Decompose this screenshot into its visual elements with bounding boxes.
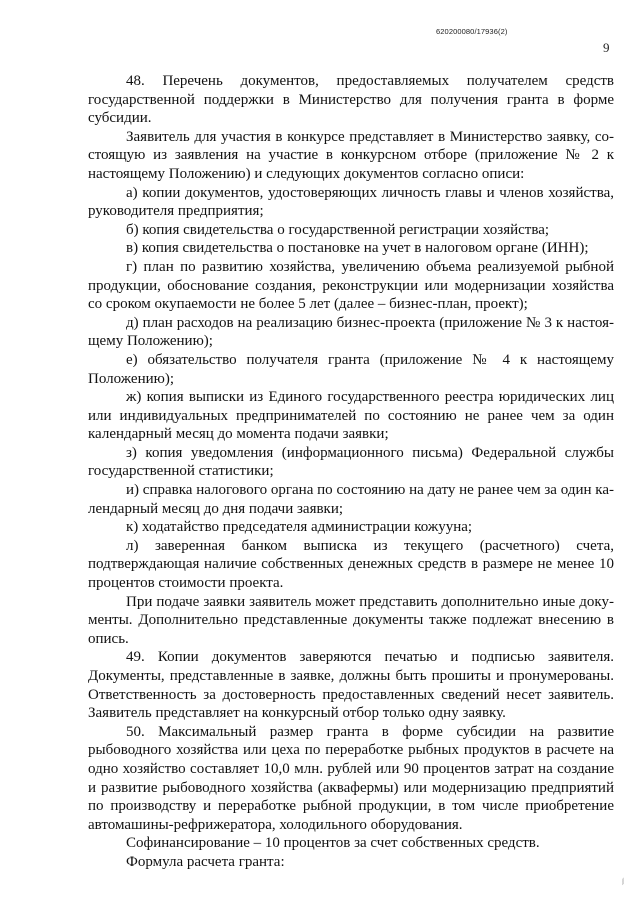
paragraph-cofinancing: Софинансирование – 10 процентов за счет собственных средств.: [126, 835, 540, 852]
paragraph-application: Заявитель для участия в конкурсе представляет в Министерство заявку, состоящую из заявления на участие в конкурсном отборе (приложение № 2 к настоящему Положению) и следующих документов согласно описи:: [88, 128, 614, 182]
document-id: 620200080/17936(2): [436, 27, 508, 36]
list-item-d: д) план расходов на реализацию бизнес-проекта (приложение № 3 к настоящему Положению);: [88, 314, 614, 350]
document-body: [88, 72, 614, 872]
list-item-zh: ж) копия выписки из Единого государственного реестра юридических лиц или индивидуальных предпринимателей по состоянию не ранее чем за один календарный месяц до момента подачи заявки;: [88, 389, 614, 443]
list-item-i: и) справка налогового органа по состоянию на дату не ранее чем за один календарный месяц до дня подачи заявки;: [88, 482, 614, 517]
list-item-v: в) копия свидетельства о постановке на учет в налоговом органе (ИНН);: [126, 240, 589, 257]
paragraph-49: 49. Копии документов заверяются печатью и подписью заявителя. Документы, представленные в заявке, должны быть прошиты и пронумерованы. Ответственность за достоверность предоставленных сведений несет заявитель. Заявитель представляет на конкурсный отбор только одну заявку.: [88, 649, 614, 722]
list-item-z: з) копия уведомления (информационного письма) Федеральной службы государственной статистики;: [88, 444, 614, 480]
scan-mark-icon: ⁄⁄: [619, 877, 628, 886]
list-item-e: е) обязательство получателя гранта (приложение № 4 к настоящему Положению);: [88, 351, 614, 387]
paragraph-48-title: 48. Перечень документов, предоставляемых получателем средств государственной поддержки в Министерство для получения гранта в форме субсидии.: [88, 73, 614, 127]
paragraph-50: 50. Максимальный размер гранта в форме субсидии на развитие рыбоводного хозяйства или цеха по переработке рыбных продуктов в расчете на одно хозяйство составляет 10,0 млн. рублей или 90 процентов затрат на создание и развитие рыбоводного хозяйства (аквафермы) или модернизацию предприятий по производству и переработке рыбной продукции, в том числе приобретение автомашины-рефрижератора, холодильного оборудования.: [88, 723, 614, 833]
list-item-a: а) копии документов, удостоверяющих личность главы и членов хозяйства, руководителя предприятия;: [88, 184, 614, 220]
paragraph-additional-documents: При подаче заявки заявитель может представить дополнительно иные документы. Дополнительно представленные документы также подлежат внесению в опись.: [88, 593, 614, 647]
list-item-g: г) план по развитию хозяйства, увеличению объема реализуемой рыбной продукции, обоснование создания, реконструкции или модернизации хозяйства со сроком окупаемости не более 5 лет (далее – бизнес-план, проект);: [88, 258, 614, 313]
page-number: 9: [603, 40, 610, 55]
list-item-l: л) заверенная банком выписка из текущего (расчетного) счета, подтверждающая наличие собственных денежных средств в размере не менее 10 процентов стоимости проекта.: [88, 537, 614, 592]
list-item-k: к) ходатайство председателя администрации кожууна;: [126, 519, 473, 536]
list-item-b: б) копия свидетельства о государственной регистрации хозяйства;: [126, 221, 550, 238]
paragraph-grant-formula: Формула расчета гранта:: [126, 853, 285, 870]
